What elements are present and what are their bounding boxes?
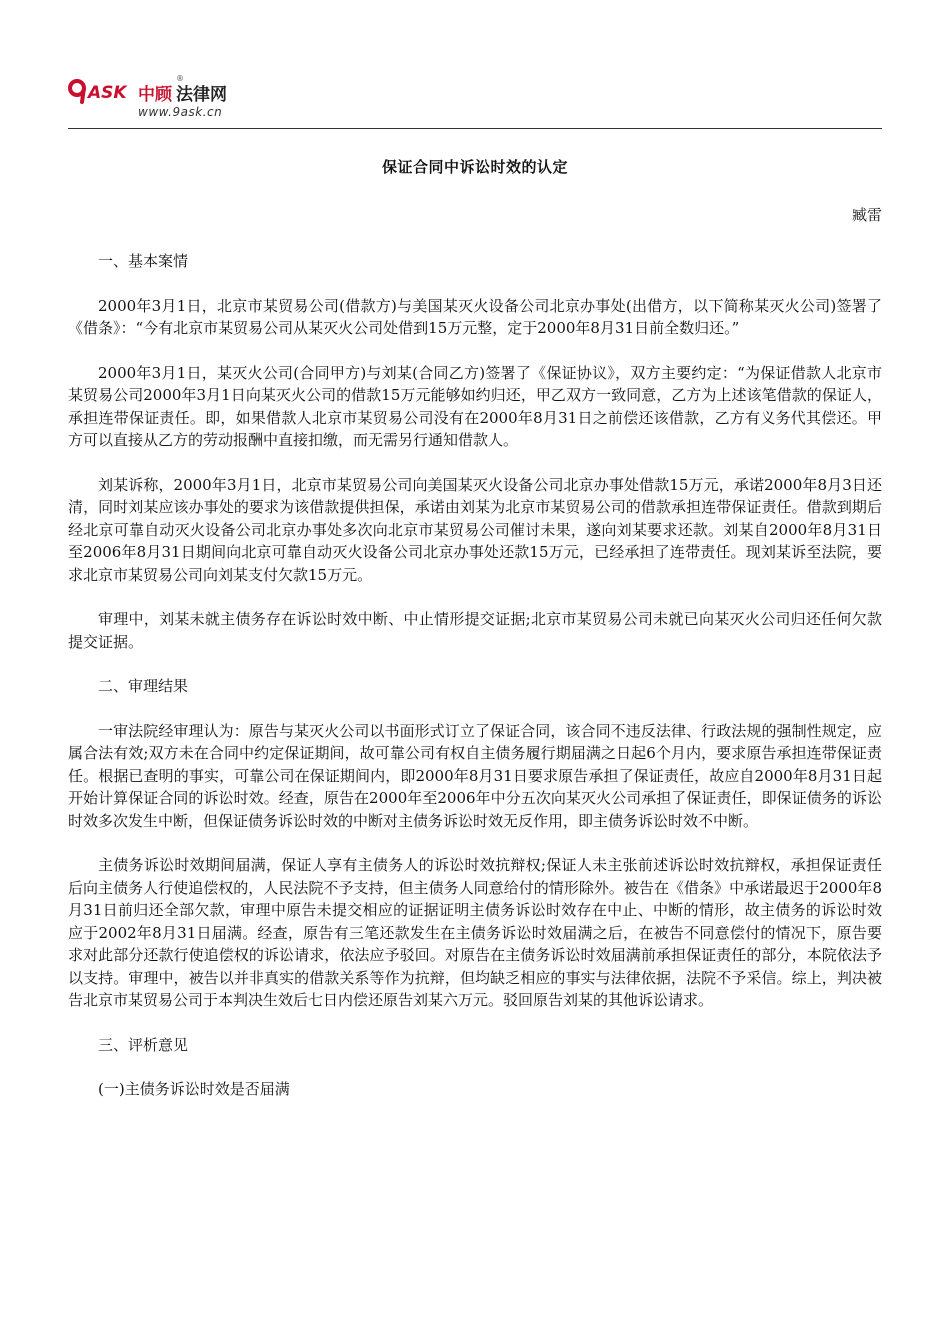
paragraph: 刘某诉称，2000年3月1日，北京市某贸易公司向美国某灭火设备公司北京办事处借款15万元，承诺2000年8月3日还清，同时刘某应该办事处的要求为该借款提供担保，承诺由刘某为北京市某贸易公司的借款承担连带保证责任。借款到期后经北京可靠自动灭火设备公司北京办事处多次向北京市某贸易公司催讨未果，遂向刘某要求还款。刘某自2000年8月31日至2006年8月31日期间向北京可靠自动灭火设备公司北京办事处还款15万元，已经承担了连带责任。现刘某诉至法院，要求北京市某贸易公司向刘某支付欠款15万元。	[68, 475, 882, 584]
site-logo[interactable]	[68, 72, 268, 128]
document-author: 臧雷	[851, 206, 882, 224]
page-header	[68, 72, 882, 130]
section-heading: 一、基本案情	[98, 252, 189, 270]
header-divider	[68, 128, 882, 129]
paragraph: 2000年3月1日，某灭火公司(合同甲方)与刘某(合同乙方)签署了《保证协议》，双方主要约定：“为保证借款人北京市某贸易公司2000年3月1日向某灭火公司的借款15万元能够如约归还，甲乙双方一致同意，乙方为上述该笔借款的保证人，承担连带保证责任。即，如果借款人北京市某贸易公司没有在2000年8月31日之前偿还该借款，乙方有义务代其偿还。甲方可以直接从乙方的劳动报酬中直接扣缴，而无需另行通知借款人。	[68, 363, 882, 449]
paragraph: 一审法院经审理认为：原告与某灭火公司以书面形式订立了保证合同，该合同不违反法律、行政法规的强制性规定，应属合法有效;双方未在合同中约定保证期间，故可靠公司有权自主债务履行期届满之日起6个月内，要求原告承担连带保证责任。根据已查明的事实，可靠公司在保证期间内，即2000年8月31日要求原告承担了保证责任，故应自2000年8月31日起开始计算保证合同的诉讼时效。经查，原告在2000年至2006年中分五次向某灭火公司承担了保证责任，即保证债务的诉讼时效多次发生中断，但保证债务诉讼时效的中断对主债务诉讼时效无反作用，即主债务诉讼时效不中断。	[68, 721, 882, 830]
document-body	[68, 250, 882, 1123]
logo-zhongguo: 中顾	[138, 85, 172, 105]
paragraph: 审理中，刘某未就主债务存在诉讼时效中断、中止情形提交证据;北京市某贸易公司未就已向某灭火公司归还任何欠款提交证据。	[68, 610, 882, 651]
document-title: 保证合同中诉讼时效的认定	[381, 158, 568, 176]
subsection-heading: (一)主债务诉讼时效是否届满	[98, 1080, 290, 1098]
logo-brand-text	[138, 80, 227, 105]
logo-falvwang: 法律网	[176, 85, 227, 105]
section-heading: 二、审理结果	[98, 677, 189, 695]
logo-url: www.9ask.cn	[138, 105, 223, 119]
9ask-logo-icon	[68, 76, 136, 106]
registered-mark: ®	[176, 74, 184, 83]
paragraph: 主债务诉讼时效期间届满，保证人享有主债务人的诉讼时效抗辩权;保证人未主张前述诉讼时效抗辩权，承担保证责任后向主债务人行使追偿权的，人民法院不予支持，但主债务人同意给付的情形除外。被告在《借条》中承诺最迟于2000年8月31日前归还全部欠款，审理中原告未提交相应的证据证明主债务诉讼时效存在中止、中断的情形，故主债务的诉讼时效应于2002年8月31日届满。经查，原告有三笔还款发生在主债务诉讼时效届满之后，在被告不同意偿付的情况下，原告要求对此部分还款行使追偿权的诉讼请求，依法应予驳回。对原告在主债务诉讼时效届满前承担保证责任的部分，本院依法予以支持。审理中，被告以并非真实的借款关系等作为抗辩，但均缺乏相应的事实与法律依据，法院不予采信。综上，判决被告北京市某贸易公司于本判决生效后七日内偿还原告刘某六万元。驳回原告刘某的其他诉讼请求。	[68, 856, 882, 1009]
paragraph: 2000年3月1日，北京市某贸易公司(借款方)与美国某灭火设备公司北京办事处(出借方，以下简称某灭火公司)签署了《借条》：“今有北京市某贸易公司从某灭火公司处借到15万元整，定于2000年8月31日前全数归还。”	[68, 296, 882, 337]
section-heading: 三、评析意见	[98, 1035, 189, 1054]
svg-text:ASK: ASK	[88, 83, 127, 103]
